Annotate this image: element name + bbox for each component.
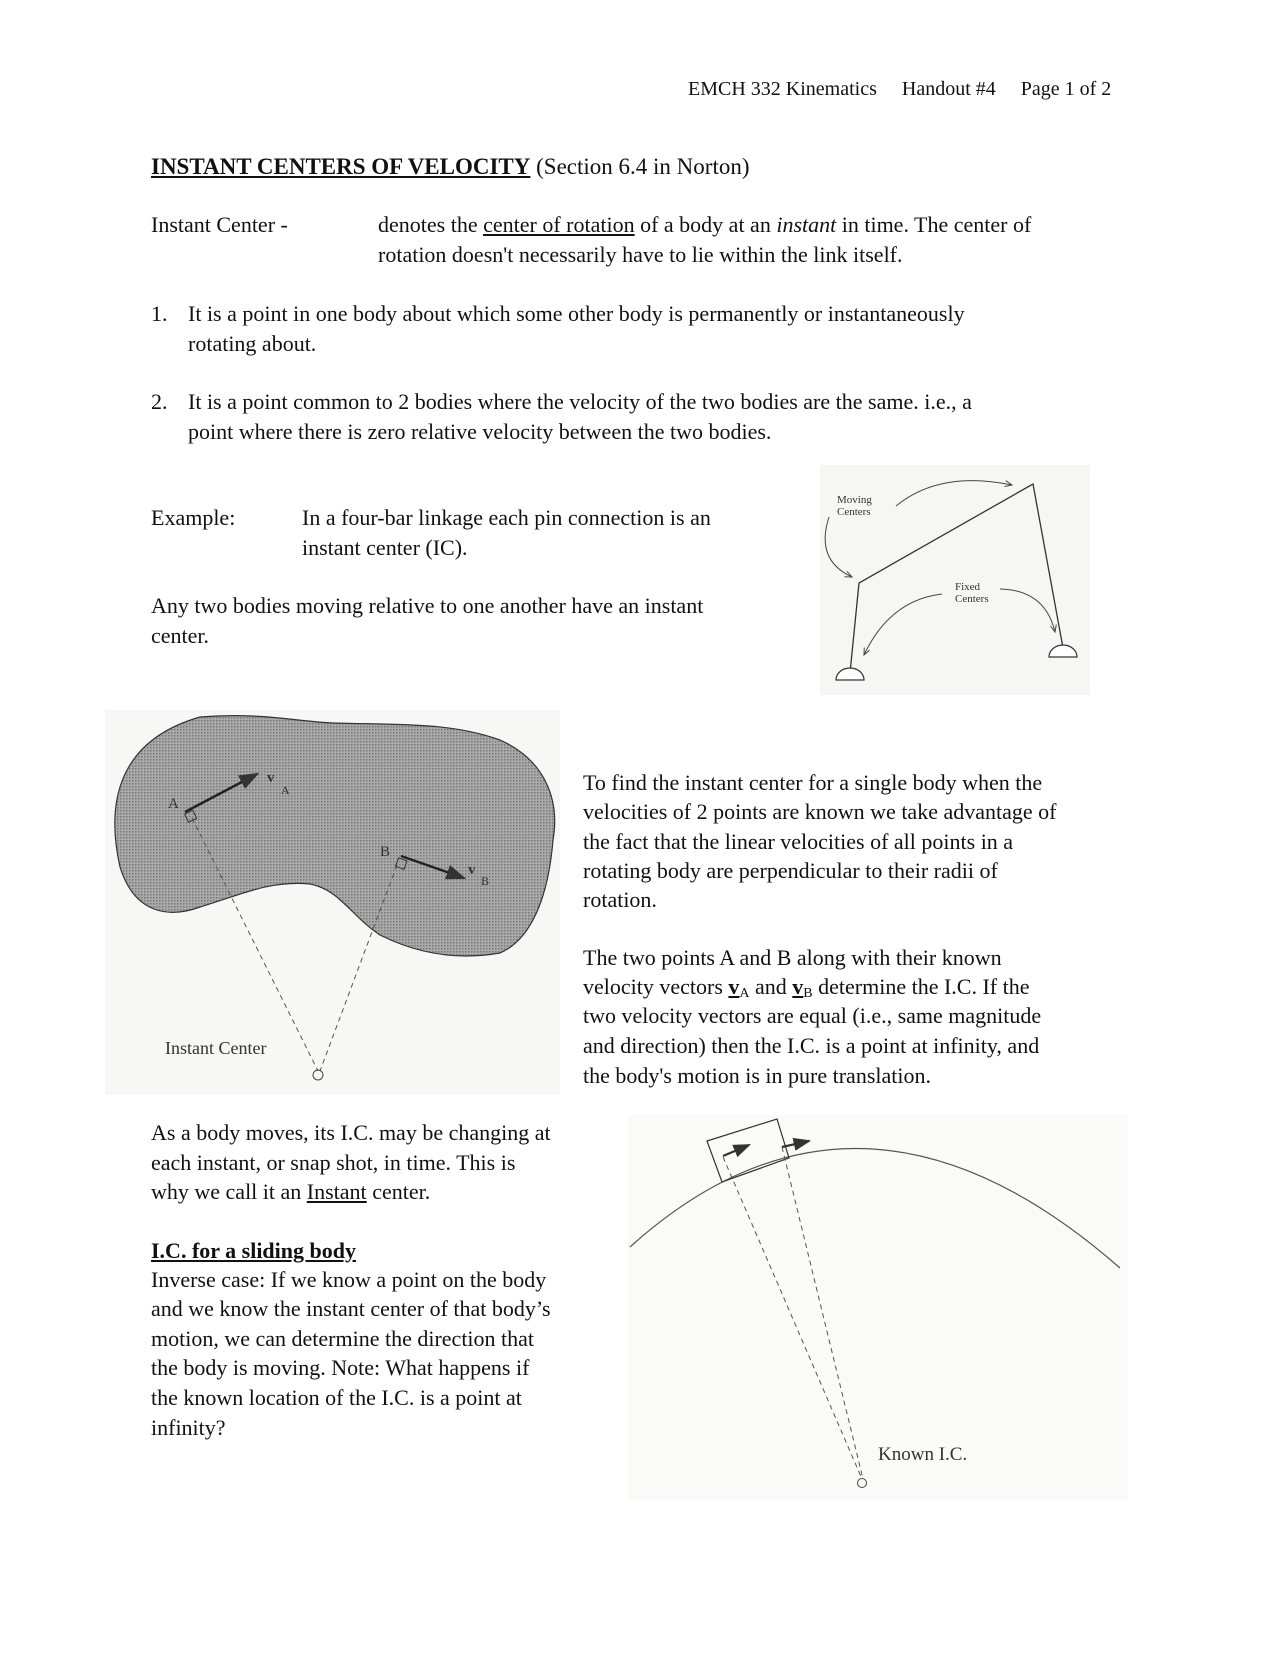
- body-text: the fact that the linear velocities of all points in a: [583, 829, 1014, 854]
- body-text: the known location of the I.C. is a point at: [151, 1385, 522, 1410]
- fixed-centers-label: Fixed: [955, 581, 981, 593]
- list-number: 2.: [151, 389, 168, 414]
- definition-term: Instant Center -: [151, 212, 288, 237]
- example-text: In a four-bar linkage each pin connection is an: [302, 505, 711, 530]
- velocity-b-label: v: [468, 862, 476, 878]
- text: of a body at an: [634, 212, 777, 237]
- list-item-text: It is a point in one body about which some other body is permanently or instantaneously: [188, 301, 965, 326]
- body-text: each instant, or snap shot, in time. This is: [151, 1150, 516, 1175]
- list-item-text: rotating about.: [188, 331, 317, 356]
- body-text: and we know the instant center of that body’s: [151, 1296, 551, 1321]
- body-text: infinity?: [151, 1415, 226, 1440]
- definition-line-2: rotation doesn't necessarily have to lie within the link itself.: [378, 242, 903, 267]
- body-text: the body is moving. Note: What happens if: [151, 1355, 530, 1380]
- body-text: the body's motion is in pure translation.: [583, 1063, 931, 1088]
- body-text: To find the instant center for a single body when the: [583, 770, 1043, 795]
- point-a-label: A: [168, 796, 179, 812]
- body-text: rotation.: [583, 887, 657, 912]
- body-text: The two points A and B along with their known: [583, 945, 1002, 970]
- text: denotes the: [378, 212, 484, 237]
- velocity-a-label: v: [267, 770, 275, 786]
- figure-background: [628, 1115, 1128, 1500]
- body-text: As a body moves, its I.C. may be changing at: [151, 1120, 551, 1145]
- handout-number: Handout #4: [901, 78, 996, 100]
- text: velocity vectors: [583, 974, 729, 999]
- body-text: and direction) then the I.C. is a point at infinity, and: [583, 1033, 1040, 1058]
- sliding-body-figure: [628, 1115, 1128, 1500]
- point-b-label: B: [380, 844, 391, 860]
- underlined-text: center of rotation: [483, 212, 635, 237]
- instant-center-label: Instant Center: [165, 1038, 267, 1058]
- four-bar-linkage-figure: [820, 465, 1090, 695]
- fixed-centers-label: Centers: [955, 593, 989, 605]
- body-text: Any two bodies moving relative to one another have an instant: [151, 593, 704, 618]
- body-text: two velocity vectors are equal (i.e., same magnitude: [583, 1003, 1042, 1028]
- list-number: 1.: [151, 301, 168, 326]
- body-text: motion, we can determine the direction that: [151, 1326, 535, 1351]
- title-main: INSTANT CENTERS OF VELOCITY: [151, 154, 531, 179]
- body-text: center.: [151, 623, 210, 648]
- title-reference: (Section 6.4 in Norton): [536, 154, 750, 179]
- moving-centers-label: Moving: [837, 494, 872, 506]
- text: and: [749, 974, 793, 999]
- velocity-b-subscript: B: [481, 874, 490, 888]
- body-text: velocities of 2 points are known we take advantage of: [583, 799, 1057, 824]
- example-text: instant center (IC).: [302, 535, 468, 560]
- subscript: A: [739, 986, 750, 1001]
- moving-centers-label: Centers: [837, 506, 871, 518]
- page-number: Page 1 of 2: [1020, 78, 1112, 100]
- italic-text: instant: [776, 212, 837, 237]
- course-name: EMCH 332 Kinematics: [688, 78, 877, 100]
- example-label: Example:: [151, 505, 236, 530]
- underlined-text: Instant: [306, 1179, 367, 1204]
- text: determine the I.C. If the: [812, 974, 1030, 999]
- known-ic-label: Known I.C.: [878, 1444, 968, 1465]
- vector-symbol: v: [792, 974, 804, 999]
- subscript: B: [803, 986, 813, 1001]
- text: why we call it an: [151, 1179, 307, 1204]
- list-item-text: It is a point common to 2 bodies where the velocity of the two bodies are the same. i.e., a: [188, 389, 972, 414]
- velocity-a-subscript: A: [281, 783, 290, 797]
- vector-symbol: v: [728, 974, 740, 999]
- list-item-text: point where there is zero relative velocity between the two bodies.: [188, 419, 772, 444]
- text: in time. The center of: [836, 212, 1032, 237]
- body-text: Inverse case: If we know a point on the body: [151, 1267, 547, 1292]
- text: center.: [366, 1179, 431, 1204]
- rigid-body-figure: [105, 710, 560, 1095]
- body-text: rotating body are perpendicular to their radii of: [583, 858, 998, 883]
- section-heading: I.C. for a sliding body: [151, 1238, 356, 1263]
